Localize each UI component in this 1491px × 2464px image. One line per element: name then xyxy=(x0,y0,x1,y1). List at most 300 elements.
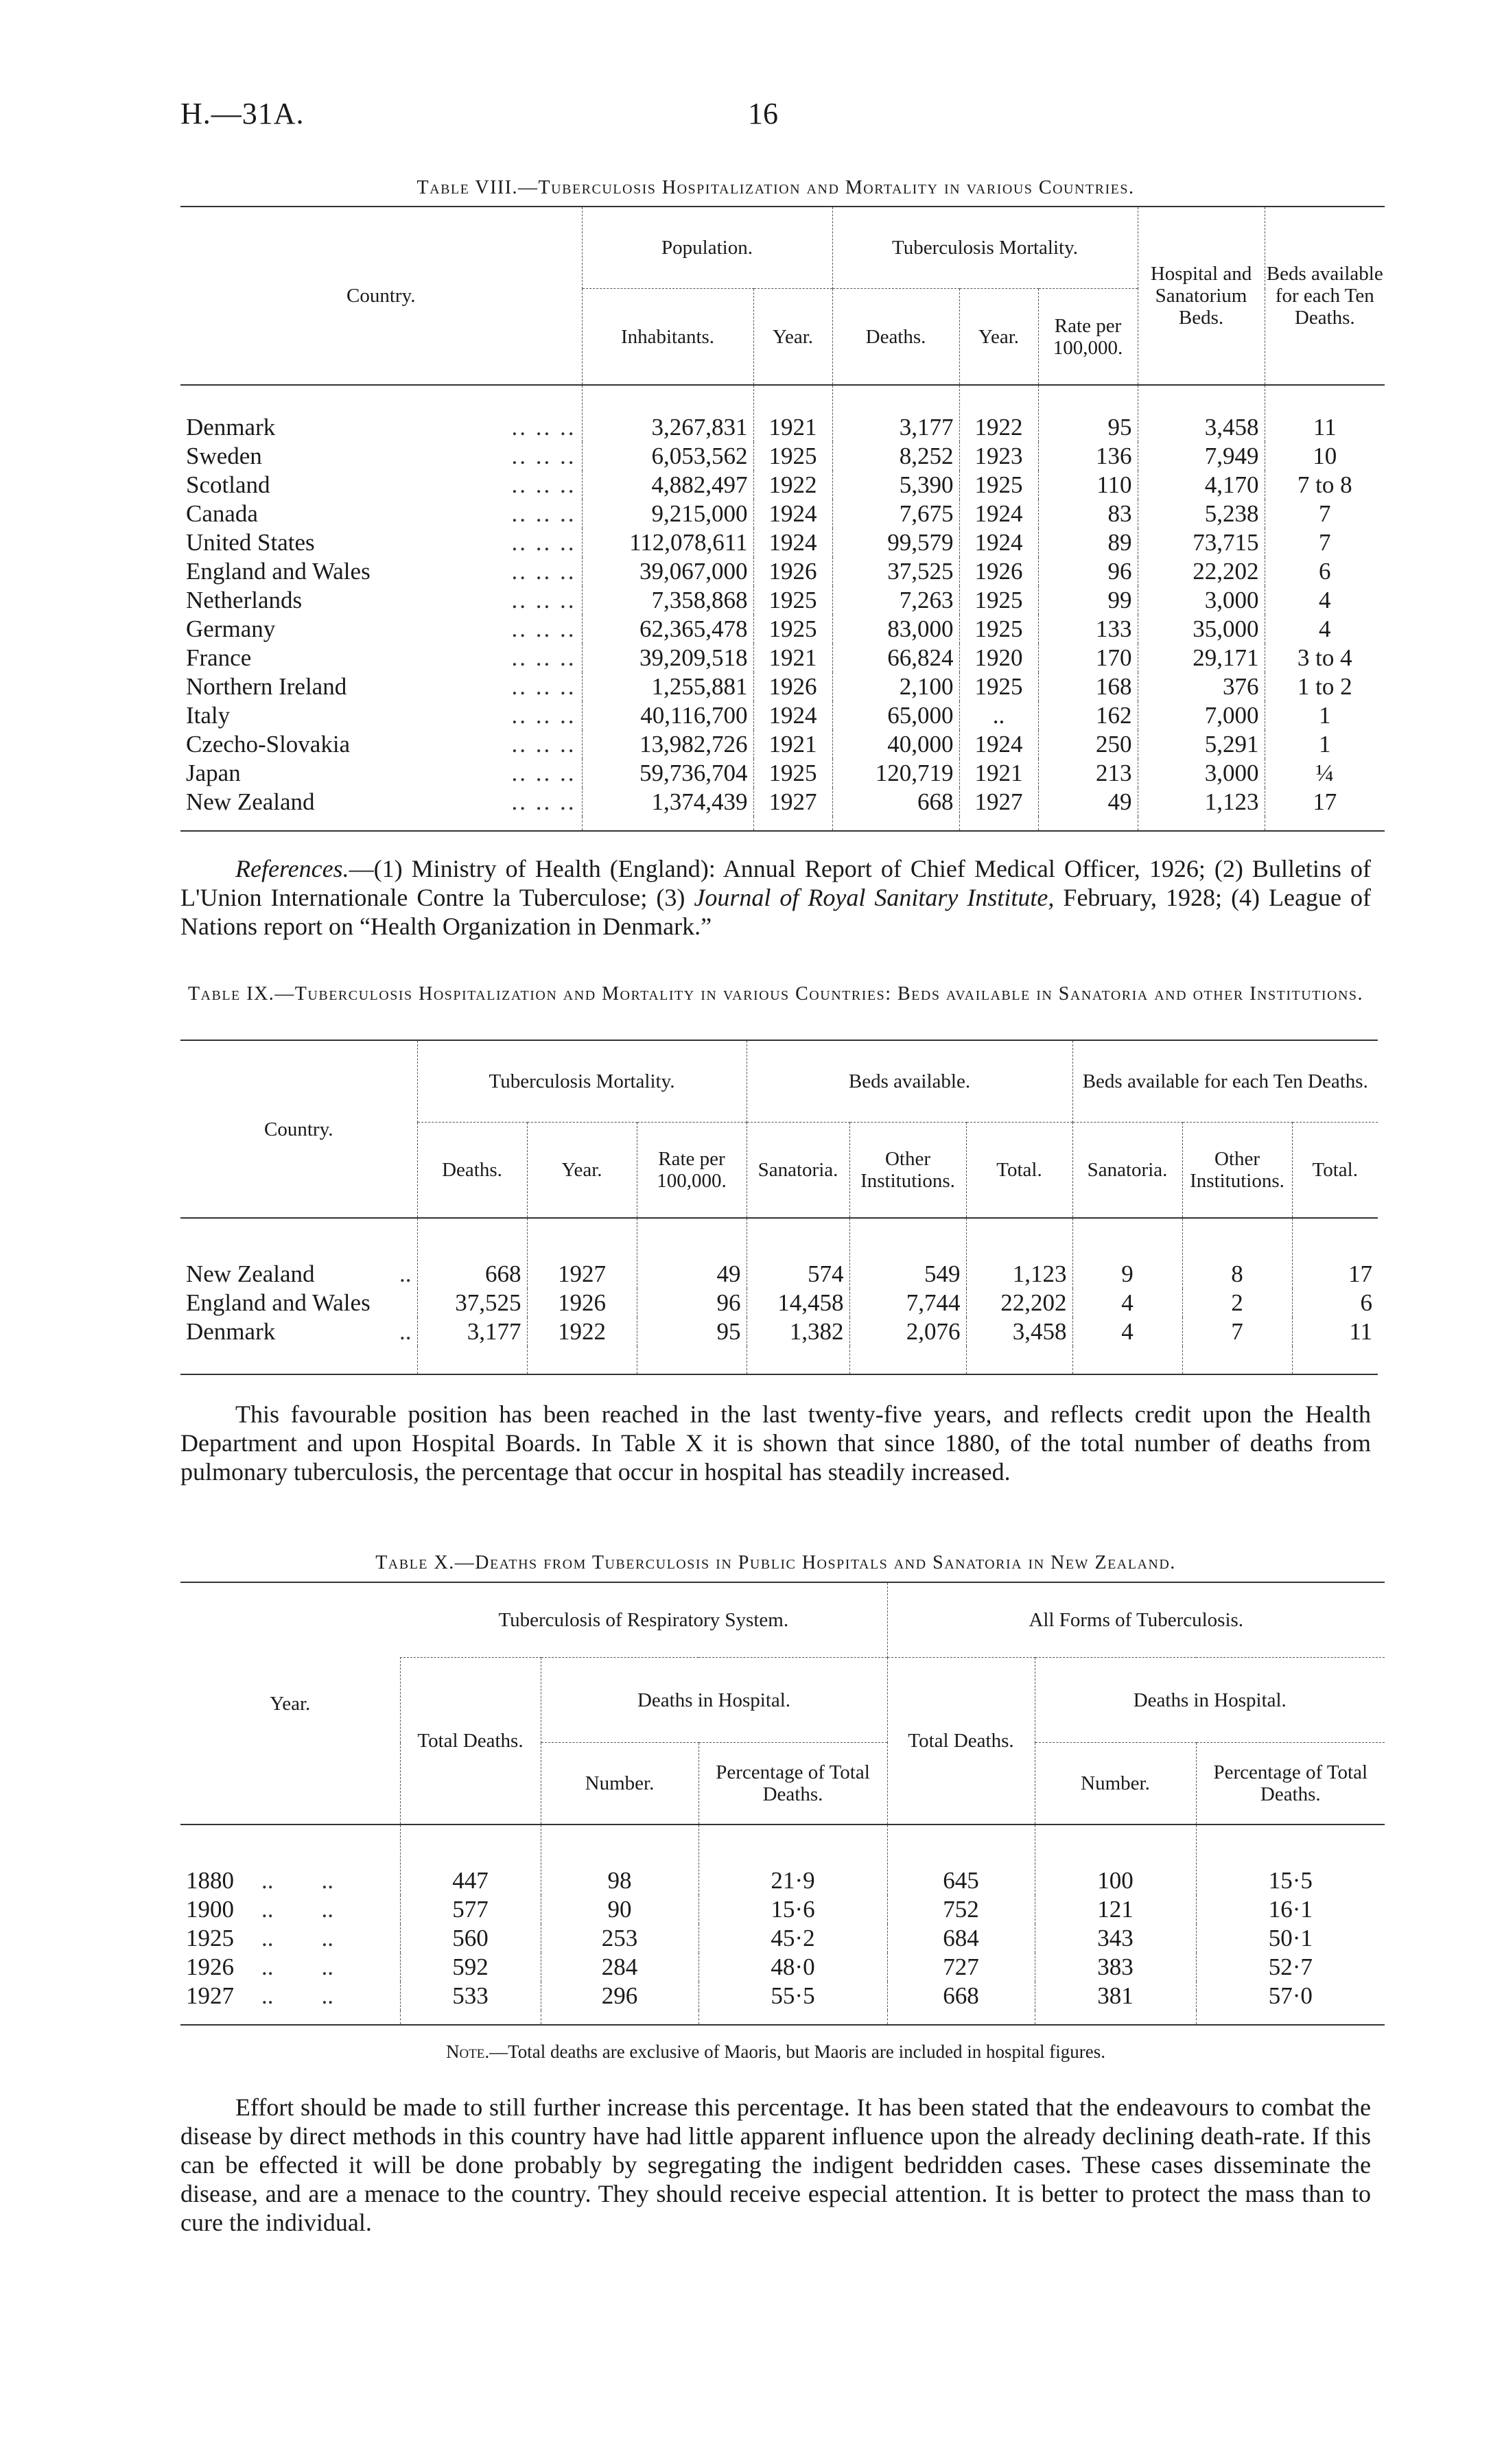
spacer-cell xyxy=(582,817,753,831)
country-cell xyxy=(180,1317,417,1346)
col-inhabitants: Inhabitants. xyxy=(582,289,753,386)
year-cell xyxy=(180,1953,400,1982)
spacer-cell xyxy=(180,2010,400,2025)
cell: 1922 xyxy=(527,1317,637,1346)
row-label: United States xyxy=(186,529,315,556)
row-label: Canada xyxy=(186,500,258,527)
cell: 1927 xyxy=(753,788,832,817)
col-resp-total-deaths: Total Deaths. xyxy=(400,1658,541,1825)
cell: 52·7 xyxy=(1196,1953,1385,1982)
col-country: Country. xyxy=(264,1118,333,1140)
spacer-cell xyxy=(400,2010,541,2025)
table-row xyxy=(180,528,1385,557)
cell: 3,000 xyxy=(1138,586,1265,615)
spacer-cell xyxy=(966,1346,1072,1374)
cell: 35,000 xyxy=(1138,615,1265,644)
table-10 xyxy=(180,1582,1385,2026)
col-group-all-deaths-in-hospital: Deaths in Hospital. xyxy=(1035,1658,1385,1743)
cell: 668 xyxy=(887,1982,1035,2010)
table-row xyxy=(180,471,1385,500)
spacer-cell xyxy=(698,2010,887,2025)
table-row xyxy=(180,615,1385,644)
cell: 668 xyxy=(417,1218,527,1289)
table-row xyxy=(180,788,1385,817)
spacer-cell xyxy=(959,817,1038,831)
row-label: 1900 xyxy=(186,1896,234,1923)
country-cell xyxy=(180,730,582,759)
col-mortality-year: Year. xyxy=(959,289,1038,386)
spacer-cell xyxy=(1072,1346,1182,1374)
leader-dots: .. .. xyxy=(261,1925,333,1951)
table-10-title: Table X.—Deaths from Tuberculosis in Public Hospitals and Sanatoria in New Zealand. xyxy=(375,1552,1176,1573)
cell: 1926 xyxy=(527,1289,637,1317)
spacer-cell xyxy=(1196,2010,1385,2025)
leader-dots: .. .. .. xyxy=(511,615,576,642)
cell: 37,525 xyxy=(417,1289,527,1317)
year-cell xyxy=(180,1824,400,1895)
row-label: 1926 xyxy=(186,1953,234,1980)
cell: 11 xyxy=(1265,385,1385,442)
col-population-year: Year. xyxy=(753,289,832,386)
cell: 213 xyxy=(1038,759,1138,788)
table-row xyxy=(180,644,1385,672)
col-resp-percentage: Percentage of Total Deaths. xyxy=(698,1743,887,1825)
leader-dots: .. .. .. xyxy=(511,731,576,758)
references-label: References. xyxy=(235,855,349,882)
cell: 83,000 xyxy=(832,615,959,644)
leader-dots: .. .. .. xyxy=(511,500,576,527)
cell: 4,882,497 xyxy=(582,471,753,500)
col-country: Country. xyxy=(347,285,416,307)
cell: 752 xyxy=(887,1895,1035,1924)
note-text: —Total deaths are exclusive of Maoris, but Maoris are included in hospital figures. xyxy=(489,2041,1106,2062)
spacer-cell xyxy=(541,2010,698,2025)
cell: 66,824 xyxy=(832,644,959,672)
cell: 549 xyxy=(849,1218,966,1289)
col-group-beds-per-ten: Beds available for each Ten Deaths. xyxy=(1072,1040,1378,1123)
cell: 7,263 xyxy=(832,586,959,615)
col-all-number: Number. xyxy=(1035,1743,1196,1825)
cell: 16·1 xyxy=(1196,1895,1385,1924)
table-row xyxy=(180,1924,1385,1953)
cell: 1925 xyxy=(753,442,832,471)
cell: 3,267,831 xyxy=(582,385,753,442)
country-cell xyxy=(180,1218,417,1289)
cell: 296 xyxy=(541,1982,698,2010)
cell: 645 xyxy=(887,1824,1035,1895)
cell: 1,255,881 xyxy=(582,672,753,701)
row-label: Scotland xyxy=(186,471,270,498)
cell: 9,215,000 xyxy=(582,500,753,528)
row-label: England and Wales xyxy=(186,558,371,585)
cell: 1925 xyxy=(753,586,832,615)
cell: 15·5 xyxy=(1196,1824,1385,1895)
year-cell xyxy=(180,1924,400,1953)
leader-dots: .. xyxy=(399,1318,412,1345)
cell: 1924 xyxy=(959,730,1038,759)
spacer-cell xyxy=(180,1346,417,1374)
leader-dots: .. .. .. xyxy=(511,644,576,671)
cell: 14,458 xyxy=(747,1289,849,1317)
cell: 121 xyxy=(1035,1895,1196,1924)
spacer-cell xyxy=(527,1346,637,1374)
cell: 40,116,700 xyxy=(582,701,753,730)
col-beds-per-ten-deaths: Beds available for each Ten Deaths. xyxy=(1265,207,1385,385)
cell: 4,170 xyxy=(1138,471,1265,500)
cell: 162 xyxy=(1038,701,1138,730)
cell: 1924 xyxy=(959,500,1038,528)
cell: 1926 xyxy=(753,557,832,586)
cell: 1927 xyxy=(959,788,1038,817)
cell: 1924 xyxy=(753,701,832,730)
cell: 7,675 xyxy=(832,500,959,528)
cell: 112,078,611 xyxy=(582,528,753,557)
country-cell xyxy=(180,672,582,701)
row-label: 1927 xyxy=(186,1982,234,2009)
col-all-percentage: Percentage of Total Deaths. xyxy=(1196,1743,1385,1825)
spacer-cell xyxy=(417,1346,527,1374)
col-group-resp-deaths-in-hospital: Deaths in Hospital. xyxy=(541,1658,887,1743)
cell: 3,458 xyxy=(1138,385,1265,442)
cell: 684 xyxy=(887,1924,1035,1953)
cell: 1921 xyxy=(753,385,832,442)
document-reference: H.—31A. xyxy=(180,97,305,130)
cell: 57·0 xyxy=(1196,1982,1385,2010)
cell: 3,458 xyxy=(966,1317,1072,1346)
col-resp-number: Number. xyxy=(541,1743,698,1825)
cell: 7,000 xyxy=(1138,701,1265,730)
cell: 95 xyxy=(637,1317,747,1346)
table-row xyxy=(180,1824,1385,1895)
cell: 8,252 xyxy=(832,442,959,471)
table-row xyxy=(180,1289,1378,1317)
cell: 5,390 xyxy=(832,471,959,500)
row-label: Germany xyxy=(186,615,276,642)
leader-dots: .. xyxy=(399,1260,412,1287)
cell: 1921 xyxy=(753,644,832,672)
spacer-cell xyxy=(1182,1346,1292,1374)
references-text: —(1) Ministry of Health (England): Annual Report of Chief Medical Officer, 1926; (2) Bulletins of L'Union Internationale Contre la Tuberculose; (3) xyxy=(180,855,1371,911)
cell: 1921 xyxy=(753,730,832,759)
country-cell xyxy=(180,644,582,672)
spacer-cell xyxy=(637,1346,747,1374)
col-per-ten-sanatoria: Sanatoria. xyxy=(1072,1123,1182,1219)
col-hospital-beds: Hospital and Sanatorium Beds. xyxy=(1138,207,1265,385)
references-text-2: February, 1928; (4) League of Nations report on “Health Organization in Denmark.” xyxy=(180,884,1371,940)
cell: 592 xyxy=(400,1953,541,1982)
cell: 6,053,562 xyxy=(582,442,753,471)
country-cell xyxy=(180,586,582,615)
leader-dots: .. .. .. xyxy=(511,558,576,585)
cell: 170 xyxy=(1038,644,1138,672)
cell: 1925 xyxy=(753,759,832,788)
cell: 7 xyxy=(1265,528,1385,557)
cell: 21·9 xyxy=(698,1824,887,1895)
cell: 1,123 xyxy=(1138,788,1265,817)
year-cell xyxy=(180,1982,400,2010)
spacer-cell xyxy=(887,2010,1035,2025)
spacer-cell xyxy=(747,1346,849,1374)
col-deaths: Deaths. xyxy=(417,1123,527,1219)
row-label: 1925 xyxy=(186,1925,234,1951)
cell: 83 xyxy=(1038,500,1138,528)
table-9 xyxy=(180,1040,1378,1375)
cell: 96 xyxy=(637,1289,747,1317)
table-row xyxy=(180,1895,1385,1924)
spacer-row xyxy=(180,1346,1378,1374)
references-journal: Journal of Royal Sanitary Institute, xyxy=(694,884,1055,911)
table-10-note xyxy=(180,2041,1371,2063)
col-beds-total: Total. xyxy=(966,1123,1072,1219)
cell: 168 xyxy=(1038,672,1138,701)
cell: 381 xyxy=(1035,1982,1196,2010)
row-label: Czecho-Slovakia xyxy=(186,731,351,758)
paragraph-1: This favourable position has been reached in the last twenty-five years, and reflects credit upon the Health Department and upon Hospital Boards. In Table X it is shown that since 1880, of the total number of deaths from pulmonary tuberculosis, the percentage that occur in hospital has steadily increased. xyxy=(180,1400,1371,1486)
cell: 73,715 xyxy=(1138,528,1265,557)
country-cell xyxy=(180,701,582,730)
table-row xyxy=(180,1317,1378,1346)
cell: 29,171 xyxy=(1138,644,1265,672)
leader-dots: .. .. xyxy=(261,1982,333,2009)
cell: 45·2 xyxy=(698,1924,887,1953)
col-beds-other: Other Institutions. xyxy=(849,1123,966,1219)
cell: 1925 xyxy=(753,615,832,644)
cell: 4 xyxy=(1072,1317,1182,1346)
col-group-mortality: Tuberculosis Mortality. xyxy=(417,1040,747,1123)
cell: 1925 xyxy=(959,672,1038,701)
cell: 6 xyxy=(1265,557,1385,586)
cell: 577 xyxy=(400,1895,541,1924)
cell: 343 xyxy=(1035,1924,1196,1953)
cell: ¼ xyxy=(1265,759,1385,788)
cell: 668 xyxy=(832,788,959,817)
cell: 133 xyxy=(1038,615,1138,644)
cell: 17 xyxy=(1265,788,1385,817)
spacer-cell xyxy=(849,1346,966,1374)
row-label: Denmark xyxy=(186,414,276,441)
cell: 1923 xyxy=(959,442,1038,471)
leader-dots: .. .. .. xyxy=(511,702,576,729)
col-group-respiratory: Tuberculosis of Respiratory System. xyxy=(498,1609,789,1631)
cell: 1920 xyxy=(959,644,1038,672)
cell: 1924 xyxy=(753,500,832,528)
cell: 4 xyxy=(1265,586,1385,615)
cell: 1,374,439 xyxy=(582,788,753,817)
leader-dots: .. .. xyxy=(261,1953,333,1980)
cell: 95 xyxy=(1038,385,1138,442)
cell: 8 xyxy=(1182,1218,1292,1289)
cell: 7 xyxy=(1182,1317,1292,1346)
country-cell xyxy=(180,500,582,528)
col-year: Year. xyxy=(527,1123,637,1219)
cell: 3,177 xyxy=(417,1317,527,1346)
country-cell xyxy=(180,615,582,644)
cell: 7,358,868 xyxy=(582,586,753,615)
cell: 120,719 xyxy=(832,759,959,788)
cell: 39,209,518 xyxy=(582,644,753,672)
col-rate: Rate per 100,000. xyxy=(637,1123,747,1219)
cell: 447 xyxy=(400,1824,541,1895)
spacer-row xyxy=(180,817,1385,831)
cell: 253 xyxy=(541,1924,698,1953)
cell: 11 xyxy=(1292,1317,1378,1346)
table-row xyxy=(180,672,1385,701)
table-row xyxy=(180,1953,1385,1982)
cell: 1925 xyxy=(959,615,1038,644)
table-8 xyxy=(180,206,1385,832)
row-label: Netherlands xyxy=(186,587,303,613)
leader-dots: .. .. .. xyxy=(511,471,576,498)
cell: 90 xyxy=(541,1895,698,1924)
cell: 1 xyxy=(1265,730,1385,759)
table-row xyxy=(180,730,1385,759)
table-row xyxy=(180,1982,1385,2010)
cell: 65,000 xyxy=(832,701,959,730)
year-cell xyxy=(180,1895,400,1924)
leader-dots: .. .. .. xyxy=(511,587,576,613)
cell: 49 xyxy=(637,1218,747,1289)
table-row xyxy=(180,586,1385,615)
leader-dots: .. .. .. xyxy=(511,673,576,700)
cell: 89 xyxy=(1038,528,1138,557)
cell: 1,382 xyxy=(747,1317,849,1346)
cell: .. xyxy=(959,701,1038,730)
spacer-cell xyxy=(1138,817,1265,831)
cell: 1,123 xyxy=(966,1218,1072,1289)
col-year: Year. xyxy=(270,1692,311,1715)
cell: 99,579 xyxy=(832,528,959,557)
cell: 17 xyxy=(1292,1218,1378,1289)
cell: 98 xyxy=(541,1824,698,1895)
cell: 376 xyxy=(1138,672,1265,701)
cell: 1926 xyxy=(753,672,832,701)
cell: 59,736,704 xyxy=(582,759,753,788)
cell: 383 xyxy=(1035,1953,1196,1982)
row-label: Japan xyxy=(186,760,241,786)
cell: 2,100 xyxy=(832,672,959,701)
cell: 1925 xyxy=(959,586,1038,615)
cell: 7 to 8 xyxy=(1265,471,1385,500)
cell: 62,365,478 xyxy=(582,615,753,644)
cell: 1925 xyxy=(959,471,1038,500)
row-label: Northern Ireland xyxy=(186,673,347,700)
cell: 284 xyxy=(541,1953,698,1982)
country-cell xyxy=(180,471,582,500)
cell: 49 xyxy=(1038,788,1138,817)
cell: 533 xyxy=(400,1982,541,2010)
table-9-title: Table IX.—Tuberculosis Hospitalization and Mortality in various Countries: Beds available in Sanatoria and other Institutions. xyxy=(187,983,1364,1005)
cell: 10 xyxy=(1265,442,1385,471)
cell: 1924 xyxy=(753,528,832,557)
cell: 22,202 xyxy=(1138,557,1265,586)
spacer-cell xyxy=(832,817,959,831)
cell: 1924 xyxy=(959,528,1038,557)
table-row xyxy=(180,1218,1378,1289)
spacer-cell xyxy=(1265,817,1385,831)
leader-dots: .. .. xyxy=(261,1896,333,1923)
row-label: Denmark xyxy=(186,1318,276,1345)
row-label: Italy xyxy=(186,702,231,729)
row-label: New Zealand xyxy=(186,1260,315,1287)
spacer-cell xyxy=(180,817,582,831)
cell: 2,076 xyxy=(849,1317,966,1346)
country-cell xyxy=(180,788,582,817)
cell: 22,202 xyxy=(966,1289,1072,1317)
cell: 6 xyxy=(1292,1289,1378,1317)
cell: 1926 xyxy=(959,557,1038,586)
table-row xyxy=(180,500,1385,528)
cell: 5,238 xyxy=(1138,500,1265,528)
row-label: England and Wales xyxy=(186,1289,371,1316)
col-group-beds-available: Beds available. xyxy=(747,1040,1072,1123)
cell: 37,525 xyxy=(832,557,959,586)
cell: 96 xyxy=(1038,557,1138,586)
cell: 3,000 xyxy=(1138,759,1265,788)
cell: 1922 xyxy=(959,385,1038,442)
col-deaths: Deaths. xyxy=(832,289,959,386)
leader-dots: .. .. .. xyxy=(511,529,576,556)
col-all-total-deaths: Total Deaths. xyxy=(887,1658,1035,1825)
spacer-row xyxy=(180,2010,1385,2025)
cell: 40,000 xyxy=(832,730,959,759)
row-label: Sweden xyxy=(186,443,262,469)
cell: 1927 xyxy=(527,1218,637,1289)
col-rate: Rate per 100,000. xyxy=(1038,289,1138,386)
cell: 574 xyxy=(747,1218,849,1289)
cell: 55·5 xyxy=(698,1982,887,2010)
references xyxy=(180,854,1371,941)
spacer-cell xyxy=(1038,817,1138,831)
country-cell xyxy=(180,759,582,788)
cell: 727 xyxy=(887,1953,1035,1982)
cell: 1 xyxy=(1265,701,1385,730)
leader-dots: .. .. .. xyxy=(511,788,576,815)
cell: 100 xyxy=(1035,1824,1196,1895)
cell: 39,067,000 xyxy=(582,557,753,586)
table-row xyxy=(180,442,1385,471)
cell: 4 xyxy=(1072,1289,1182,1317)
country-cell xyxy=(180,1289,417,1317)
cell: 2 xyxy=(1182,1289,1292,1317)
col-beds-sanatoria: Sanatoria. xyxy=(747,1123,849,1219)
cell: 5,291 xyxy=(1138,730,1265,759)
cell: 48·0 xyxy=(698,1953,887,1982)
cell: 99 xyxy=(1038,586,1138,615)
table-row xyxy=(180,557,1385,586)
cell: 3 to 4 xyxy=(1265,644,1385,672)
cell: 1 to 2 xyxy=(1265,672,1385,701)
table-row xyxy=(180,701,1385,730)
cell: 560 xyxy=(400,1924,541,1953)
cell: 3,177 xyxy=(832,385,959,442)
cell: 13,982,726 xyxy=(582,730,753,759)
row-label: 1880 xyxy=(186,1867,234,1894)
cell: 1921 xyxy=(959,759,1038,788)
table-row xyxy=(180,385,1385,442)
col-group-all-forms: All Forms of Tuberculosis. xyxy=(887,1582,1385,1658)
table-row xyxy=(180,759,1385,788)
spacer-cell xyxy=(753,817,832,831)
country-cell xyxy=(180,557,582,586)
cell: 50·1 xyxy=(1196,1924,1385,1953)
cell: 4 xyxy=(1265,615,1385,644)
spacer-cell xyxy=(1292,1346,1378,1374)
country-cell xyxy=(180,385,582,442)
cell: 15·6 xyxy=(698,1895,887,1924)
spacer-cell xyxy=(1035,2010,1196,2025)
country-cell xyxy=(180,442,582,471)
cell: 7,744 xyxy=(849,1289,966,1317)
